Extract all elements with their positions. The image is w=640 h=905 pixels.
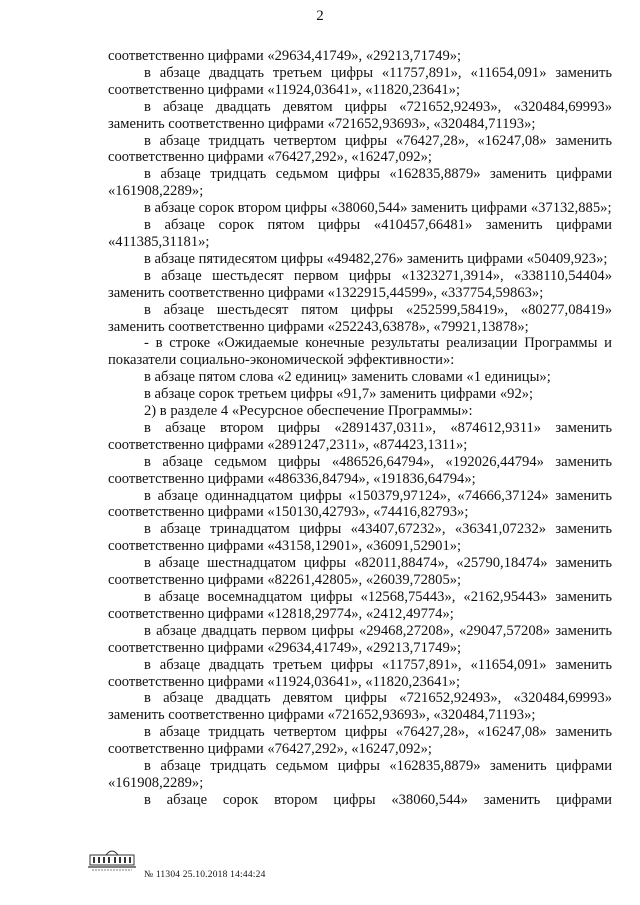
- paragraph: в абзаце сорок пятом цифры «410457,66481» заменить цифрами «411385,31181»;: [108, 217, 612, 250]
- building-stamp-icon: [88, 846, 136, 872]
- paragraph: 2) в разделе 4 «Ресурсное обеспечение Программы»:: [144, 403, 473, 420]
- paragraph: в абзаце втором цифры «2891437,0311», «874612,9311» заменить соответственно цифрами «2891247,2311», «874423,1311»;: [108, 419, 612, 453]
- paragraph: в абзаце тридцать седьмом цифры «162835,8879» заменить цифрами «161908,2289»;: [108, 166, 612, 200]
- paragraph: в абзаце двадцать третьем цифры «11757,891», «11654,091» заменить соответственно цифрами «11924,03641», «11820,23641»;: [108, 656, 612, 690]
- page-number: 2: [316, 8, 324, 24]
- registration-number: № 11304 25.10.2018 14:44:24: [144, 870, 266, 880]
- paragraph: соответственно цифрами «29634,41749», «29213,71749»;: [108, 48, 462, 64]
- paragraph: - в строке «Ожидаемые конечные результаты реализации Программы и показатели социально-экономической эффективности»:: [108, 335, 612, 369]
- document-body: [108, 48, 612, 809]
- paragraph: в абзаце сорок третьем цифры «91,7» заменить цифрами «92»;: [144, 386, 534, 403]
- paragraph: в абзаце тридцать седьмом цифры «162835,8879» заменить цифрами «161908,2289»;: [108, 758, 612, 791]
- paragraph: в абзаце седьмом цифры «486526,64794», «192026,44794» заменить соответственно цифрами «486336,84794», «191836,64794»;: [108, 453, 612, 487]
- paragraph: в абзаце двадцать девятом цифры «721652,92493», «320484,69993» заменить соответственно цифрами «721652,93693», «320484,71193»;: [108, 690, 612, 724]
- paragraph: в абзаце тринадцатом цифры «43407,67232», «36341,07232» заменить соответственно цифрами «43158,12901», «36091,52901»;: [108, 521, 612, 555]
- paragraph: в абзаце одиннадцатом цифры «150379,97124», «74666,37124» заменить соответственно цифрами «150130,42793», «74416,82793»;: [108, 487, 612, 521]
- paragraph: в абзаце шестьдесят пятом цифры «252599,58419», «80277,08419» заменить соответственно цифрами «252243,63878», «79921,13878»;: [108, 301, 612, 335]
- paragraph: в абзаце пятидесятом цифры «49482,276» заменить цифрами «50409,923»;: [144, 250, 608, 267]
- paragraph: в абзаце тридцать четвертом цифры «76427,28», «16247,08» заменить соответственно цифрами «76427,292», «16247,092»;: [108, 132, 612, 166]
- paragraph: в абзаце сорок втором цифры «38060,544» заменить цифрами: [144, 791, 612, 808]
- paragraph: в абзаце шестнадцатом цифры «82011,88474», «25790,18474» заменить соответственно цифрами «82261,42805», «26039,72805»;: [108, 555, 612, 589]
- paragraph: в абзаце шестьдесят первом цифры «1323271,3914», «338110,54404» заменить соответственно цифрами «1322915,44599», «337754,59863»;: [108, 267, 612, 301]
- paragraph: в абзаце восемнадцатом цифры «12568,75443», «2162,95443» заменить соответственно цифрами «12818,29774», «2412,49774»;: [108, 589, 612, 622]
- paragraph: в абзаце сорок втором цифры «38060,544» заменить цифрами «37132,885»;: [144, 200, 612, 217]
- paragraph: в абзаце пятом слова «2 единиц» заменить словами «1 единицы»;: [144, 369, 551, 386]
- paragraph: в абзаце тридцать четвертом цифры «76427,28», «16247,08» заменить соответственно цифрами «76427,292», «16247,092»;: [108, 724, 612, 758]
- paragraph: в абзаце двадцать первом цифры «29468,27208», «29047,57208» заменить соответственно цифрами «29634,41749», «29213,71749»;: [108, 622, 612, 656]
- paragraph: в абзаце двадцать девятом цифры «721652,92493», «320484,69993» заменить соответственно цифрами «721652,93693», «320484,71193»;: [108, 98, 612, 132]
- paragraph: в абзаце двадцать третьем цифры «11757,891», «11654,091» заменить соответственно цифрами «11924,03641», «11820,23641»;: [108, 64, 612, 98]
